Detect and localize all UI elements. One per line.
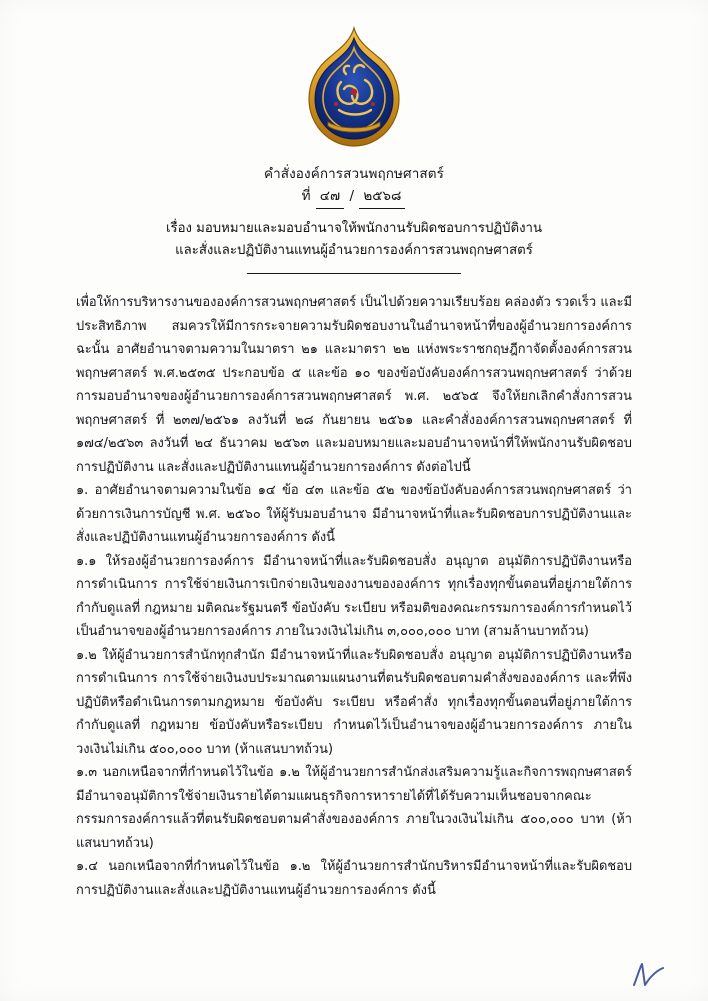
subject-line-2: และสั่งและปฏิบัติงานแทนผู้อำนวยการองค์การสวนพฤกษศาสตร์ — [175, 242, 533, 258]
paragraph-item-1-4: ๑.๔ นอกเหนือจากที่กำหนดไว้ในข้อ ๑.๒ ให้ผู้อำนวยการสำนักบริหารมีอำนาจหน้าที่และรับผิดชอบการปฏิบัติงานและสั่งและปฏิบัติงานแทนผู้อำนวยการองค์การ ดังนี้ — [76, 859, 632, 898]
document-body — [76, 291, 632, 902]
paragraph-item-1-2: ๑.๒ ให้ผู้อำนวยการสำนักทุกสำนัก มีอำนาจหน้าที่และรับผิดชอบสั่ง อนุญาต อนุมัติการปฏิบัติงานหรือการดำเนินการ การใช้จ่ายเงินงบประมาณตามแผนงานที่ตนรับผิดชอบตามคำสั่งขององค์การ และที่พึงปฏิบัติหรือดำเนินการตามกฎหมาย ข้อบังคับ ระเบียบ หรือคำสั่ง ทุกเรื่องทุกขั้นตอนที่อยู่ภายใต้การกำกับดูแลที่ กฎหมาย ข้อบังคับหรือระเบียบ กำหนดไว้เป็นอำนาจของผู้อำนวยการองค์การ ภายในวงเงินไม่เกิน ๕๐๐,๐๐๐ บาท (ห้าแสนบาทถ้วน) — [76, 647, 632, 757]
order-separator: / — [349, 187, 355, 204]
order-prefix: ที่ — [301, 187, 311, 204]
document-header — [76, 164, 632, 274]
paragraph-item-1-3: ๑.๓ นอกเหนือจากที่กำหนดไว้ในข้อ ๑.๒ ให้ผู้อำนวยการสำนักส่งเสริมความรู้และกิจการพฤกษศาสตร์ มีอำนาจอนุมัติการใช้จ่ายเงินรายได้ตามแผนธุรกิจการหารายได้ที่ได้รับความเห็นชอบจากคณะกรรมการองค์การแล้วที่ตนรับผิดชอบตามคำสั่งขององค์การ ภายในวงเงินไม่เกิน ๕๐๐,๐๐๐ บาท (ห้าแสนบาทถ้วน) — [76, 765, 632, 851]
header-divider — [247, 273, 461, 274]
subject-line-1: เรื่อง มอบหมายและมอบอำนาจให้พนักงานรับผิดชอบการปฏิบัติงาน — [166, 220, 542, 236]
subject-block — [76, 218, 632, 262]
paragraph-preamble: เพื่อให้การบริหารงานขององค์การสวนพฤกษศาสตร์ เป็นไปด้วยความเรียบร้อย คล่องตัว รวดเร็ว และมีประสิทธิภาพ สมควรให้มีการกระจายความรับผิดชอบงานในอำนาจหน้าที่ของผู้อำนวยการองค์การ ฉะนั้น อาศัยอำนาจตามความในมาตรา ๒๑ และมาตรา ๒๒ แห่งพระราชกฤษฎีกาจัดตั้งองค์การสวนพฤกษศาสตร์ พ.ศ.๒๕๓๕ ประกอบข้อ ๕ และข้อ ๑๐ ของข้อบังคับองค์การสวนพฤกษศาสตร์ ว่าด้วยการมอบอำนาจของผู้อำนวยการองค์การสวนพฤกษศาสตร์ พ.ศ. ๒๕๖๕ จึงให้ยกเลิกคำสั่งการสวนพฤกษศาสตร์ ที่ ๒๓๗/๒๕๖๑ ลงวันที่ ๒๘ กันยายน ๒๕๖๑ และคำสั่งองค์การสวนพฤกษศาสตร์ ที่ ๑๗๔/๒๕๖๓ ลงวันที่ ๒๔ ธันวาคม ๒๕๖๓ และมอบหมายและมอบอำนาจหน้าที่ให้พนักงานรับผิดชอบการปฏิบัติงาน และสั่งและปฏิบัติงานแทนผู้อำนวยการองค์การ ดังต่อไปนี้ — [76, 295, 632, 475]
emblem-container — [76, 0, 632, 154]
order-year: ๒๕๖๘ — [359, 185, 405, 209]
order-number: ๔๗ — [316, 185, 344, 209]
order-number-line — [76, 185, 632, 209]
handwritten-mark-icon — [632, 961, 666, 987]
page-title: คำสั่งองค์การสวนพฤกษศาสตร์ — [264, 166, 444, 182]
paragraph-item-1: ๑. อาศัยอำนาจตามความในข้อ ๑๔ ข้อ ๔๓ และข้อ ๕๒ ของข้อบังคับองค์การสวนพฤกษศาสตร์ ว่าด้วยการเงินการบัญชี พ.ศ. ๒๕๖๐ ให้ผู้รับมอบอำนาจ มีอำนาจหน้าที่และรับผิดชอบการปฏิบัติงานและสั่งและปฏิบัติงานแทนผู้อำนวยการองค์การ ดังนี้ — [76, 483, 632, 546]
royal-garuda-emblem — [295, 26, 413, 154]
paragraph-item-1-1: ๑.๑ ให้รองผู้อำนวยการองค์การ มีอำนาจหน้าที่และรับผิดชอบสั่ง อนุญาต อนุมัติการปฏิบัติงานหรือการดำเนินการ การใช้จ่ายเงินการเบิกจ่ายเงินของงานขององค์การ ทุกเรื่องทุกขั้นตอนที่อยู่ภายใต้การกำกับดูแลที่ กฎหมาย มติคณะรัฐมนตรี ข้อบังคับ ระเบียบ หรือมติของคณะกรรมการองค์การกำหนดไว้เป็นอำนาจของผู้อำนวยการองค์การ ภายในวงเงินไม่เกิน ๓,๐๐๐,๐๐๐ บาท (สามล้านบาทถ้วน) — [76, 553, 632, 640]
